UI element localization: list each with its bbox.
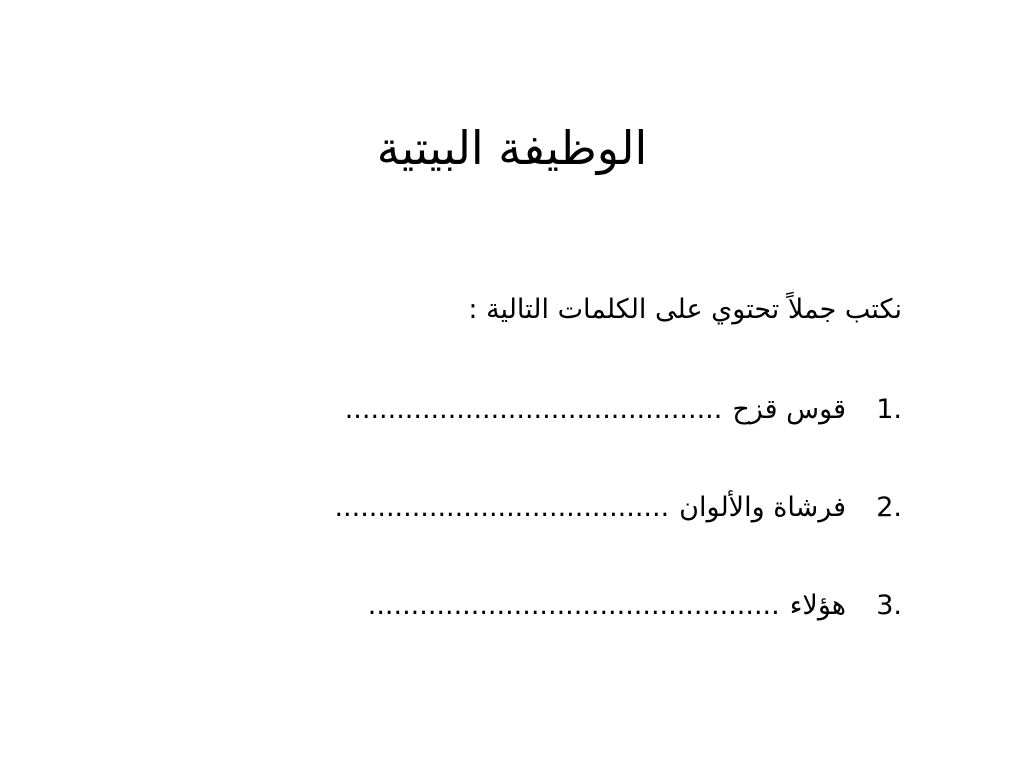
word-list [334, 390, 902, 684]
answer-blank: ............................................ [344, 394, 723, 425]
item-number: 1. [876, 394, 902, 425]
list-item [334, 586, 902, 626]
item-word: هؤلاء [789, 590, 846, 621]
item-number: 2. [876, 492, 902, 523]
list-item [334, 488, 902, 528]
item-word: قوس قزح [732, 394, 846, 425]
slide-title: الوظيفة البيتية [376, 121, 648, 175]
item-word: فرشاة والألوان [679, 492, 846, 523]
answer-blank: ....................................... [334, 492, 670, 523]
instruction-text: نكتب جملاً تحتوي على الكلمات التالية : [468, 294, 902, 325]
answer-blank: ................................................ [367, 590, 780, 621]
item-number: 3. [876, 590, 902, 621]
list-item [334, 390, 902, 430]
